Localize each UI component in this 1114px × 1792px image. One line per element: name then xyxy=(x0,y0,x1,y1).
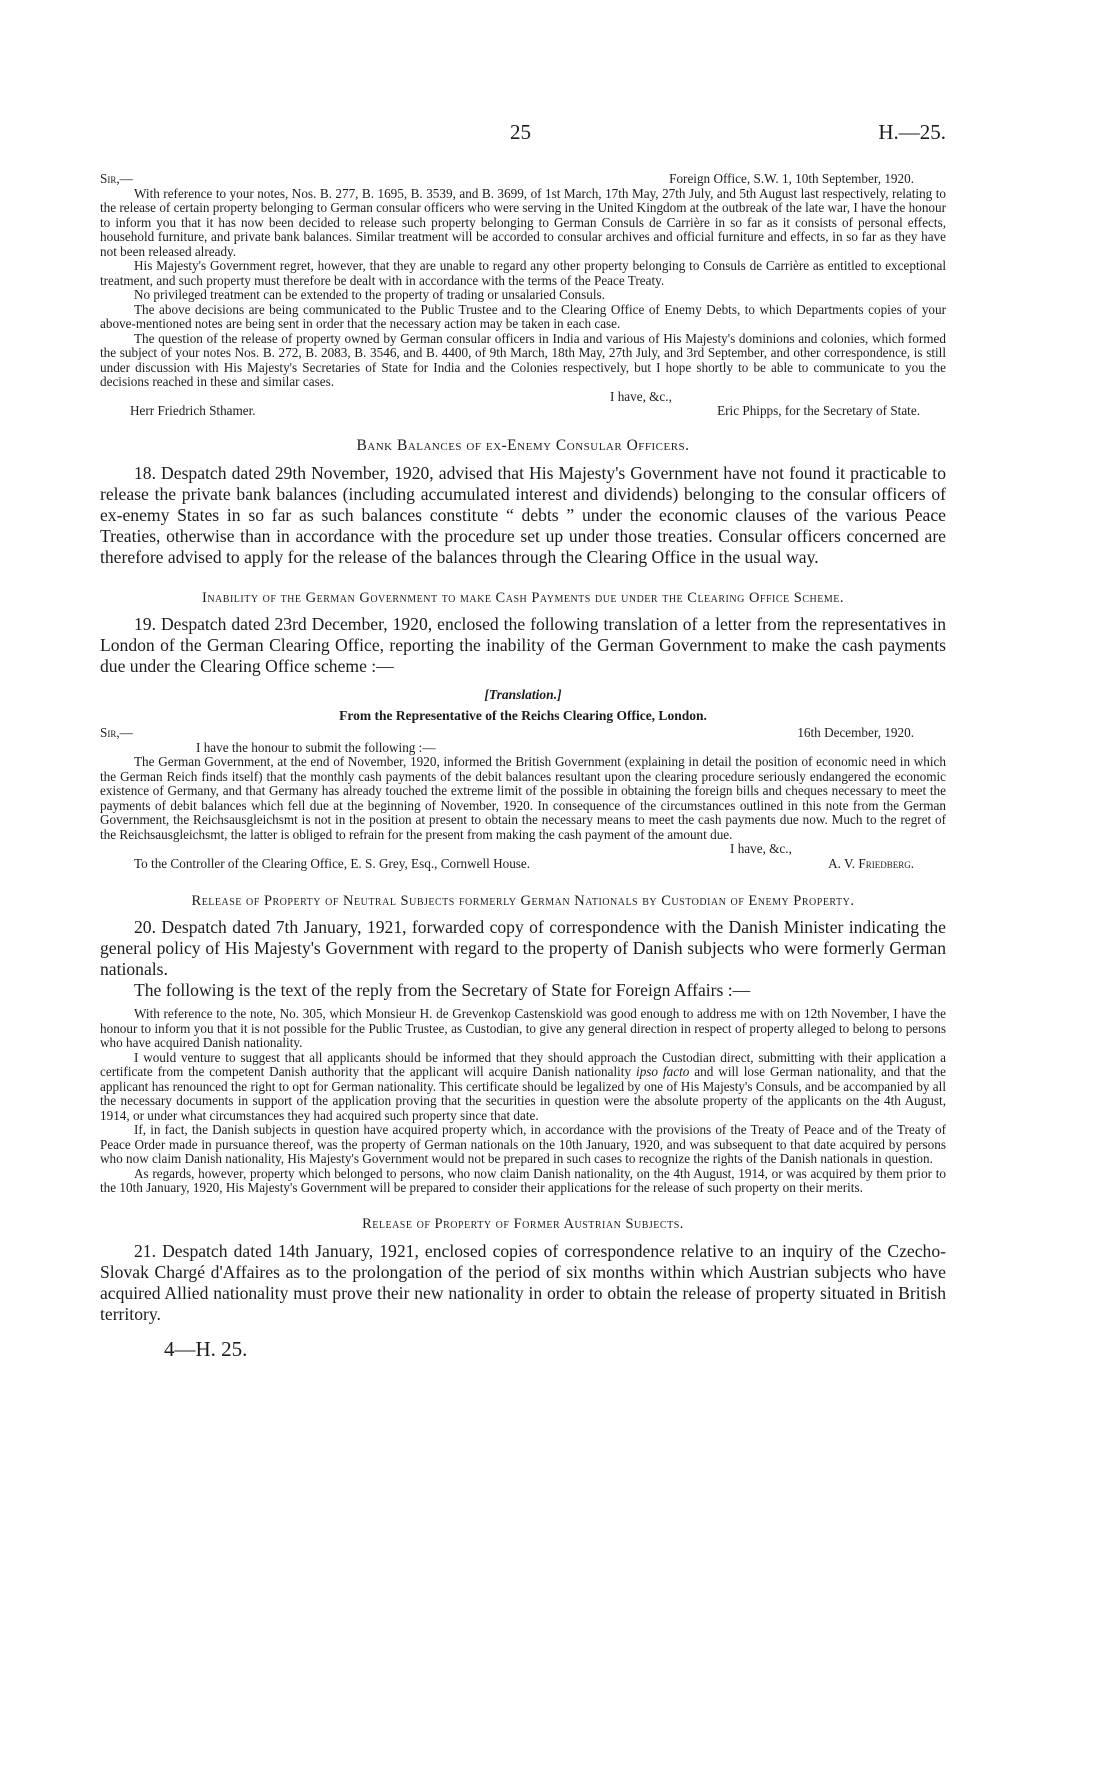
reply-paragraph: With reference to the note, No. 305, which Monsieur H. de Grevenkop Castenskiold was good enough to address me with on 12th November, I have the honour to inform you that it is not possible for the Public Trustee, as Custodian, to give any general direction in respect of property alleged to belong to persons who have acquired Danish nationality. xyxy=(100,1006,946,1051)
letter-addressee: To the Controller of the Clearing Office, E. S. Grey, Esq., Cornwell House. xyxy=(134,855,531,871)
letter-salutation: Sir,— xyxy=(100,171,133,186)
section-intro: The following is the text of the reply from the Secretary of State for Foreign Affairs :— xyxy=(134,979,751,1000)
section-heading: Release of Property of Former Austrian Subjects. xyxy=(362,1215,684,1232)
letter-paragraph: The German Government, at the end of November, 1920, informed the British Government (explaining in detail the position of economic need in which the German Reich finds itself) that the monthly cash payments of the debit balances resultant upon the clearing procedure seriously endangered the economic existence of Germany, and that Germany has already touched the extreme limit of the possible in obtaining the foreign bills and cheques necessary to meet the payments of debit balances which fell due at the beginning of November, 1920. In consequence of the circumstances outlined in this note from the German Government, the Reichsausgleichsmt is not in the position at present to obtain the necessary means to meet the cash payments due now. Much to the regret of the Reichsausgleichsmt, the latter is obliged to refrain for the present from making the cash payment of the amount due. xyxy=(100,754,946,842)
section-paragraph: 21. Despatch dated 14th January, 1921, enclosed copies of correspondence relative to an inquiry of the Czecho-Slovak Chargé d'Affaires as to the prolongation of the period of six months within which Austrian subjects who have acquired Allied nationality must prove their new nationality in order to obtain the release of property situated in British territory. xyxy=(100,1240,946,1325)
reply-text: and will lose German nationality, and that the applicant has renounced the right to opt for German nationality. This certificate should be legalized by one of His Majesty's Consuls, and be accompanied by all the necessary documents in support of the application proving that the securities in question were the absolute property of the applicants on the 4th August, 1914, or under what circumstances they had acquired such property since that date. xyxy=(100,1064,946,1123)
letter-date: 16th December, 1920. xyxy=(797,725,914,741)
document-reference: H.—25. xyxy=(878,120,946,144)
section-heading: Bank Balances of ex-Enemy Consular Officers. xyxy=(356,436,690,454)
letter-closing: I have, &c., xyxy=(610,388,672,404)
signature-mark: 4—H. 25. xyxy=(164,1337,248,1362)
section-heading: Inability of the German Government to make Cash Payments due under the Clearing Office Scheme. xyxy=(202,590,844,607)
section-paragraph: 20. Despatch dated 7th January, 1921, forwarded copy of correspondence with the Danish Minister indicating the general policy of His Majesty's Government with regard to the property of Danish subjects who were formerly German nationals. xyxy=(100,916,946,979)
reply-paragraph: As regards, however, property which belonged to persons, who now claim Danish nationality, on the 4th August, 1914, or was acquired by them prior to the 10th January, 1920, His Majesty's Government will be prepared to consider their applications for the release of such property on their merits. xyxy=(100,1165,946,1196)
letter-salutation: Sir,— xyxy=(100,725,133,741)
section-paragraph: 19. Despatch dated 23rd December, 1920, enclosed the following translation of a letter from the representatives in London of the German Clearing Office, reporting the inability of the German Government to make the cash payments due under the Clearing Office scheme :— xyxy=(100,613,946,676)
translation-label: [Translation.] xyxy=(484,687,562,703)
letter-paragraph: His Majesty's Government regret, however, that they are unable to regard any other property belonging to Consuls de Carrière as entitled to exceptional treatment, and such property must therefore be dealt with in accordance with the terms of the Peace Treaty. xyxy=(100,258,946,288)
letter-paragraph: No privileged treatment can be extended to the property of trading or unsalaried Consuls. xyxy=(134,287,605,303)
section-21 xyxy=(100,1216,946,1325)
page-number: 25 xyxy=(510,120,531,144)
letter-closing: I have, &c., xyxy=(730,841,792,857)
section-19 xyxy=(100,590,946,871)
page-header xyxy=(100,0,946,148)
letter-signature: A. V. Friedberg. xyxy=(828,855,914,871)
section-paragraph: 18. Despatch dated 29th November, 1920, advised that His Majesty's Government have not found it practicable to release the private bank balances (including accumulated interest and dividends) belonging to the consular officers of ex-enemy States in so far as such balances constitute “ debts ” under the economic clauses of the various Peace Treaties, otherwise than in accordance with the procedure set up under those treaties. Consular officers concerned are therefore advised to apply for the release of the balances through the Clearing Office in the usual way. xyxy=(100,462,946,568)
letter-paragraph: I have the honour to submit the following :— xyxy=(196,739,436,755)
section-18 xyxy=(100,437,946,569)
letter-paragraph: The above decisions are being communicated to the Public Trustee and to the Clearing Office of Enemy Debts, to which Departments copies of your above-mentioned notes are being sent in order that the necessary action may be taken in each case. xyxy=(100,301,946,332)
letter-signature: Eric Phipps, for the Secretary of State. xyxy=(717,403,920,419)
section-20 xyxy=(100,893,946,1196)
reply-paragraph: If, in fact, the Danish subjects in question have acquired property which, in accordance with the provisions of the Treaty of Peace and of the Treaty of Peace Order made in pursuance thereof, was the property of German nationals on the 10th January, 1920, and was subsequent to that date acquired by persons who now claim Danish nationality, His Majesty's Government would not be prepared in such cases to recognize the rights of the Danish nationals in question. xyxy=(100,1122,946,1167)
reply-paragraph xyxy=(100,1051,946,1124)
letter-paragraph: The question of the release of property owned by German consular officers in India and various of His Majesty's dominions and colonies, which formed the subject of your notes Nos. B. 272, B. 2083, B. 3546, and B. 4400, of 9th March, 18th May, 27th July, and 3rd September, and other correspondence, is still under discussion with His Majesty's Secretaries of State for India and the Colonies respectively, but I hope shortly to be able to communicate to you the decisions reached in these and similar cases. xyxy=(100,330,946,390)
from-line: From the Representative of the Reichs Clearing Office, London. xyxy=(339,708,707,724)
letter-foreign-office xyxy=(100,172,946,419)
letter-addressee: Herr Friedrich Sthamer. xyxy=(130,403,256,419)
letter-place-date: Foreign Office, S.W. 1, 10th September, 1920. xyxy=(669,171,914,186)
reply-italic: ipso facto xyxy=(636,1064,690,1080)
section-heading: Release of Property of Neutral Subjects formerly German Nationals by Custodian of Enemy Property. xyxy=(191,893,855,910)
letter-paragraph: With reference to your notes, Nos. B. 277, B. 1695, B. 3539, and B. 3699, of 1st March, 17th May, 27th July, and 5th August last respectively, relating to the release of certain property belonging to German consular officers who were serving in the United Kingdom at the outbreak of the late war, I have the honour to inform you that it has now been decided to release such property belonging to German Consuls de Carrière in so far as it consists of personal effects, household furniture, and private bank balances. Similar treatment will be accorded to consular archives and official furniture and effects, in so far as they have not been released already. xyxy=(100,185,946,259)
reply-text: I would venture to suggest that all applicants should be informed that they should approach the Custodian direct, submitting with their application a certificate from the competent Danish authority that the applicant will acquire Danish nationality xyxy=(100,1049,946,1080)
